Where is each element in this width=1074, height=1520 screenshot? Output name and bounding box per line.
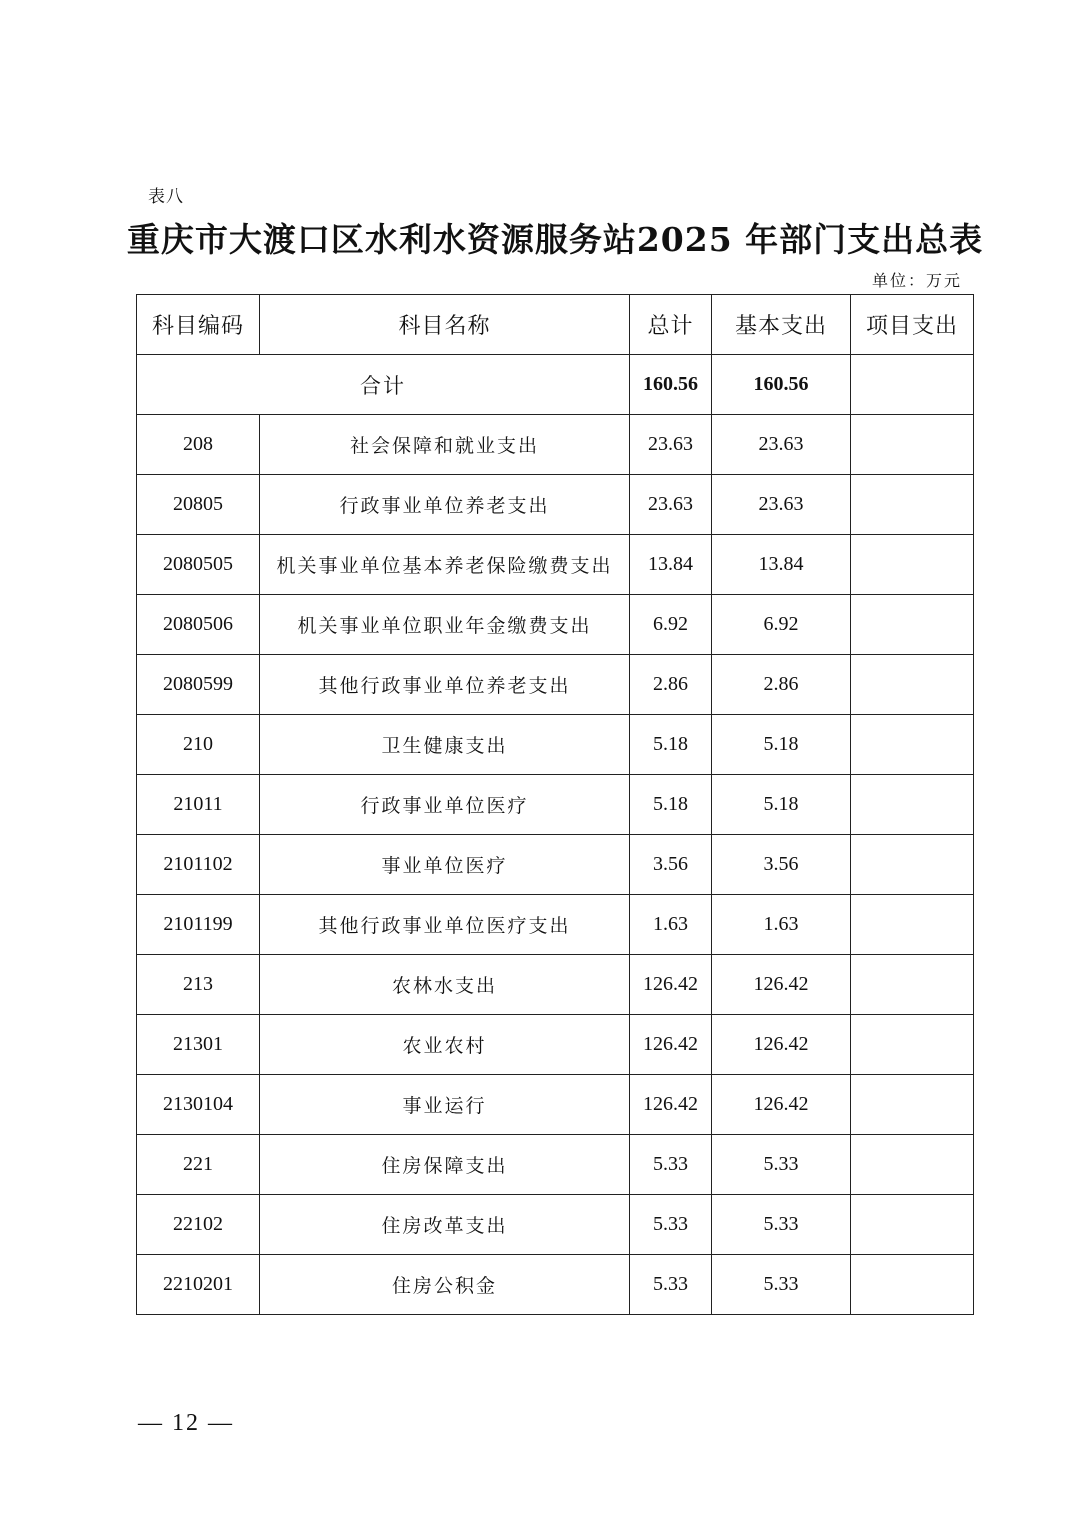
row-code: 21301 [137,1015,260,1075]
total-row [137,355,974,415]
row-total: 5.33 [630,1195,712,1255]
row-code: 208 [137,415,260,475]
table-row [137,1255,974,1315]
row-name: 行政事业单位医疗 [260,775,630,835]
row-basic: 1.63 [712,895,851,955]
row-basic: 5.33 [712,1135,851,1195]
row-project [851,955,974,1015]
row-basic: 126.42 [712,1015,851,1075]
row-total: 5.18 [630,775,712,835]
row-project [851,1255,974,1315]
row-code: 221 [137,1135,260,1195]
table-row [137,595,974,655]
table-row [137,1195,974,1255]
header-project: 项目支出 [851,295,974,355]
row-name: 事业单位医疗 [260,835,630,895]
row-basic: 126.42 [712,955,851,1015]
page-number: — 12 — [138,1410,234,1436]
row-project [851,1135,974,1195]
table-row [137,475,974,535]
row-total: 13.84 [630,535,712,595]
row-name: 农业农村 [260,1015,630,1075]
row-name: 事业运行 [260,1075,630,1135]
row-total: 1.63 [630,895,712,955]
header-row [137,295,974,355]
row-total: 3.56 [630,835,712,895]
row-project [851,835,974,895]
row-name: 机关事业单位职业年金缴费支出 [260,595,630,655]
row-code: 2080506 [137,595,260,655]
header-total: 总计 [630,295,712,355]
total-project [851,355,974,415]
row-basic: 5.33 [712,1195,851,1255]
row-code: 21011 [137,775,260,835]
row-name: 社会保障和就业支出 [260,415,630,475]
total-total: 160.56 [630,355,712,415]
table-label: 表八 [148,187,184,207]
row-total: 126.42 [630,1075,712,1135]
unit-label: 单位：万元 [871,271,962,290]
row-code: 20805 [137,475,260,535]
table-row [137,1075,974,1135]
table-row [137,415,974,475]
row-basic: 23.63 [712,475,851,535]
row-code: 213 [137,955,260,1015]
row-project [851,535,974,595]
row-name: 农林水支出 [260,955,630,1015]
row-project [851,415,974,475]
row-code: 2101102 [137,835,260,895]
row-name: 住房公积金 [260,1255,630,1315]
expenditure-table [136,294,974,1315]
row-project [851,715,974,775]
row-total: 5.18 [630,715,712,775]
row-code: 2080599 [137,655,260,715]
row-basic: 5.18 [712,715,851,775]
row-total: 126.42 [630,1015,712,1075]
row-name: 其他行政事业单位养老支出 [260,655,630,715]
row-total: 5.33 [630,1255,712,1315]
row-name: 住房改革支出 [260,1195,630,1255]
row-project [851,775,974,835]
row-project [851,475,974,535]
table-row [137,535,974,595]
row-code: 210 [137,715,260,775]
row-project [851,655,974,715]
row-code: 2210201 [137,1255,260,1315]
row-total: 23.63 [630,415,712,475]
row-total: 5.33 [630,1135,712,1195]
header-name: 科目名称 [260,295,630,355]
row-name: 卫生健康支出 [260,715,630,775]
header-basic: 基本支出 [712,295,851,355]
row-basic: 13.84 [712,535,851,595]
row-code: 2130104 [137,1075,260,1135]
table-row [137,955,974,1015]
row-code: 2080505 [137,535,260,595]
table-row [137,895,974,955]
row-project [851,1075,974,1135]
row-basic: 3.56 [712,835,851,895]
table-row [137,835,974,895]
row-basic: 5.18 [712,775,851,835]
row-name: 住房保障支出 [260,1135,630,1195]
row-project [851,1015,974,1075]
row-project [851,595,974,655]
row-code: 2101199 [137,895,260,955]
table-row [137,715,974,775]
row-total: 23.63 [630,475,712,535]
row-basic: 126.42 [712,1075,851,1135]
table-row [137,1135,974,1195]
table-row [137,775,974,835]
row-code: 22102 [137,1195,260,1255]
total-label: 合计 [137,355,630,415]
row-project [851,895,974,955]
row-total: 126.42 [630,955,712,1015]
header-code: 科目编码 [137,295,260,355]
row-basic: 2.86 [712,655,851,715]
row-total: 2.86 [630,655,712,715]
page-title: 重庆市大渡口区水利水资源服务站2025 年部门支出总表 [126,220,984,259]
table-row [137,655,974,715]
row-project [851,1195,974,1255]
row-basic: 5.33 [712,1255,851,1315]
row-name: 其他行政事业单位医疗支出 [260,895,630,955]
row-total: 6.92 [630,595,712,655]
row-name: 行政事业单位养老支出 [260,475,630,535]
row-basic: 23.63 [712,415,851,475]
row-basic: 6.92 [712,595,851,655]
total-basic: 160.56 [712,355,851,415]
table-row [137,1015,974,1075]
row-name: 机关事业单位基本养老保险缴费支出 [260,535,630,595]
table-body [137,355,974,1315]
